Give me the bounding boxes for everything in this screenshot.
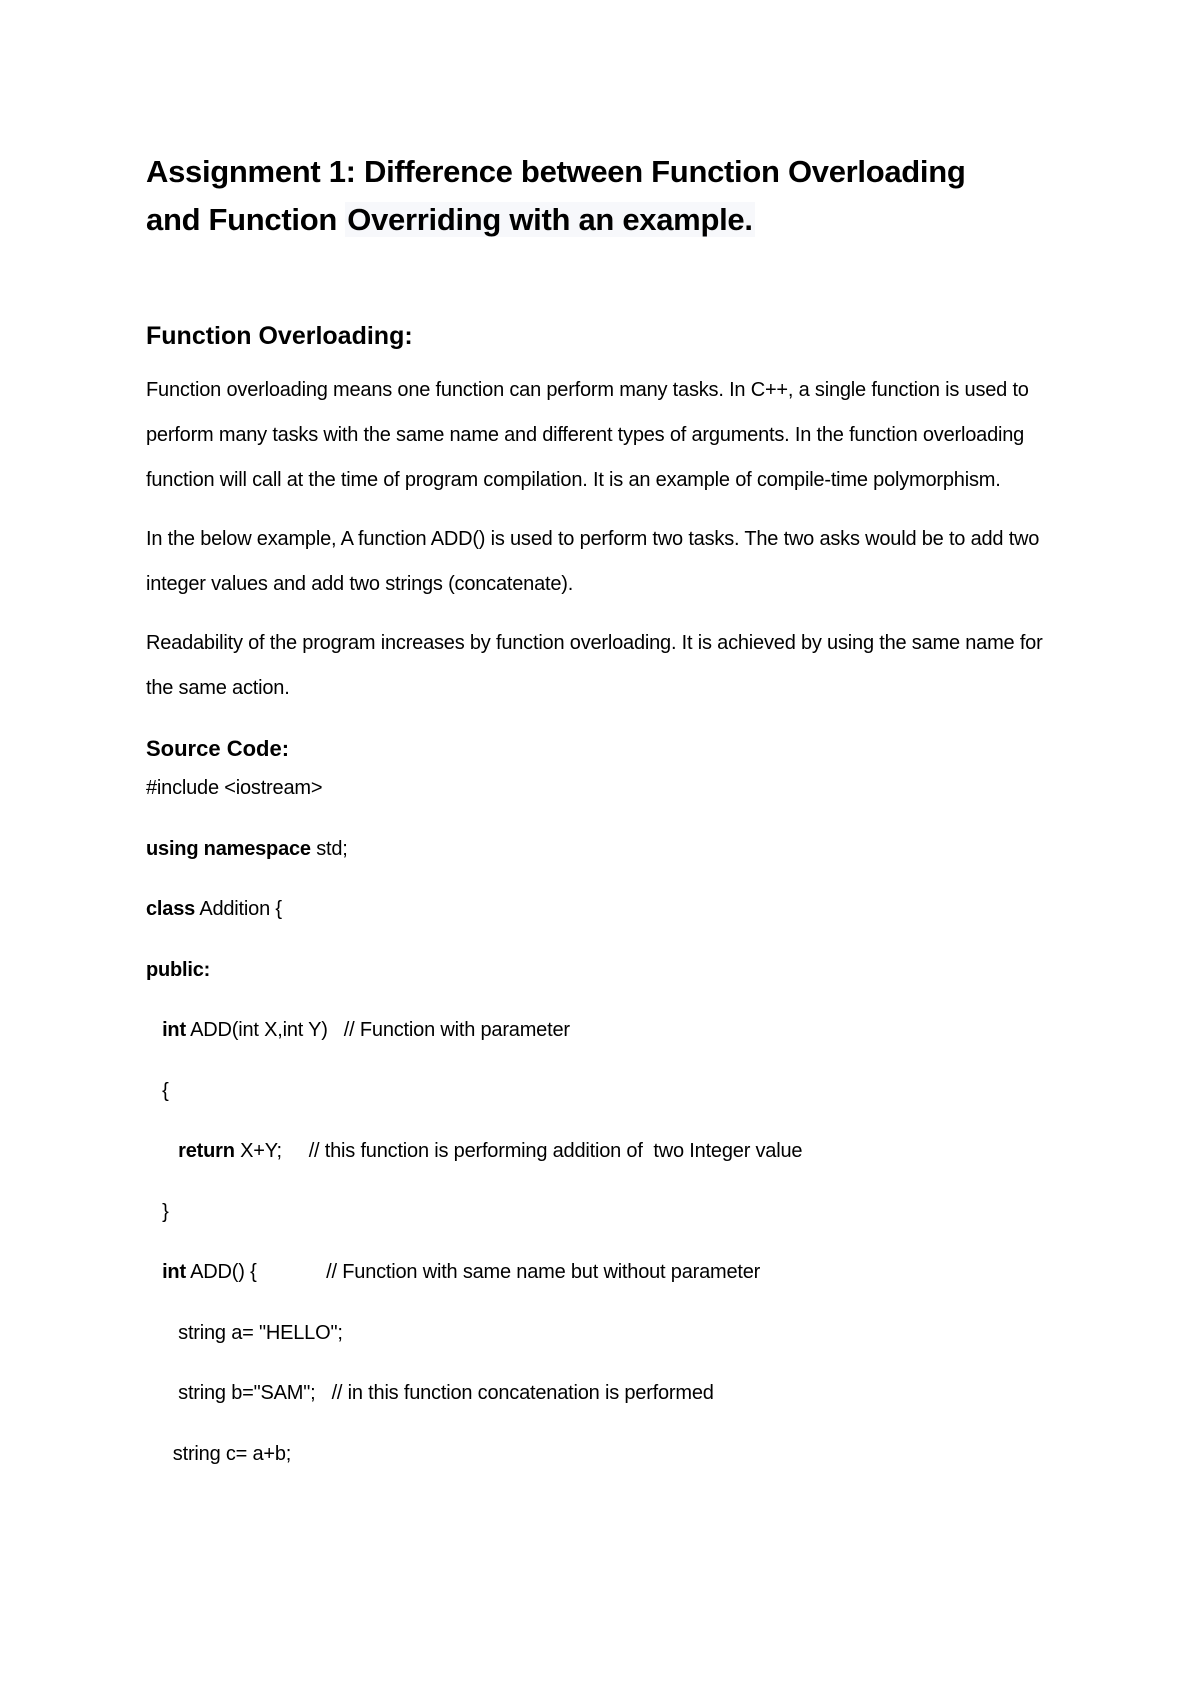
title-line-1: Assignment 1: Difference between Function Overloading	[146, 154, 966, 189]
code-keyword: return	[146, 1140, 235, 1162]
code-text: ADD() { // Function with same name but without parameter	[185, 1261, 761, 1283]
title-line-2-start: and Function	[146, 202, 346, 237]
overloading-paragraph-3: Readability of the program increases by function overloading. It is achieved by using the same name for the same action.	[146, 632, 1043, 699]
overloading-paragraph-1: Function overloading means one function can perform many tasks. In C++, a single function is used to perform many tasks with the same name and different types of arguments. In the function overloading function will call at the time of program compilation. It is an example of compile-time polymorphism.	[146, 379, 1029, 491]
code-line	[146, 1378, 1060, 1439]
code-text: }	[146, 1200, 169, 1223]
code-text: Addition {	[195, 898, 282, 920]
code-text: X+Y; // this function is performing addition of two Integer value	[234, 1140, 803, 1162]
function-overloading-heading: Function Overloading:	[146, 322, 413, 350]
code-keyword: int	[146, 1019, 186, 1041]
code-keyword: int	[146, 1261, 186, 1283]
code-text: string c= a+b;	[146, 1442, 292, 1465]
code-line	[146, 1257, 1060, 1318]
assignment-title	[146, 148, 1060, 244]
code-text: ADD(int X,int Y) // Function with parameter	[185, 1019, 570, 1041]
code-line	[146, 1015, 1060, 1076]
source-code-block	[146, 773, 1060, 1499]
code-line	[146, 1136, 1060, 1197]
code-text: std;	[310, 837, 348, 860]
code-line	[146, 894, 1060, 955]
code-text: #include <iostream>	[146, 777, 323, 799]
code-text: string a= "HELLO";	[146, 1321, 343, 1344]
code-text: string b="SAM"; // in this function concatenation is performed	[146, 1382, 714, 1404]
code-line	[146, 1318, 1060, 1379]
code-line	[146, 1197, 1060, 1258]
code-keyword: using namespace	[146, 837, 311, 860]
code-text: {	[146, 1079, 169, 1102]
code-line	[146, 955, 1060, 1016]
overloading-paragraph-2: In the below example, A function ADD() is used to perform two tasks. The two asks would be to add two integer values and add two strings (concatenate).	[146, 528, 1040, 595]
title-line-2-highlighted: Overriding with an example.	[347, 202, 753, 237]
code-line	[146, 1439, 1060, 1500]
code-line	[146, 834, 1060, 895]
code-line	[146, 1076, 1060, 1137]
code-line	[146, 773, 1060, 834]
source-code-heading: Source Code:	[146, 736, 290, 761]
code-keyword: public:	[146, 958, 211, 981]
code-keyword: class	[146, 898, 196, 920]
